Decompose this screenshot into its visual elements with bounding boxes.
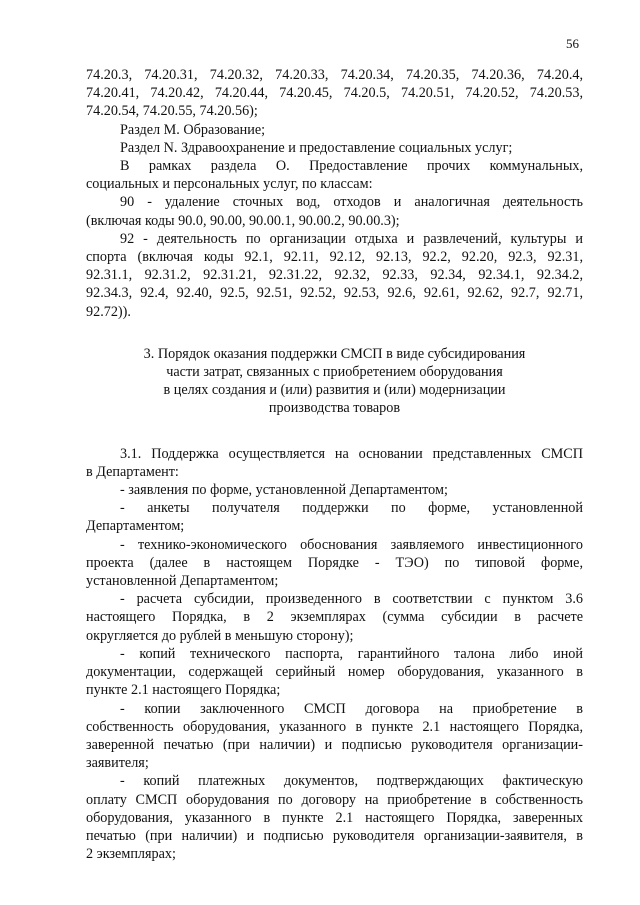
list-item-line: заверенной печатью (при наличии) и подписью руководителя организации- [86,736,583,753]
page-number: 56 [566,36,579,51]
heading-line: 3. Порядок оказания поддержки СМСП в виде субсидирования [143,345,526,362]
list-item-line: - копий технического паспорта, гарантийного талона либо иной [120,645,583,662]
document-body [86,66,583,863]
class-92-line: 92 - деятельность по организации отдыха и развлечений, культуры и [120,230,583,247]
list-item-line: - копии заключенного СМСП договора на приобретение в [120,700,583,717]
text-line: 74.20.54, 74.20.55, 74.20.56); [86,103,258,120]
list-item-line: установленной Департаментом; [86,573,279,590]
list-item-line: оплату СМСП оборудования по договору на приобретение в собственность [86,791,583,808]
section-3-heading [86,345,583,418]
heading-line: части затрат, связанных с приобретением оборудования [166,364,503,381]
clause-3-1-line: 3.1. Поддержка осуществляется на основании представленных СМСП [120,445,583,462]
heading-line: в целях создания и (или) развития и (или) модернизации [163,382,506,399]
class-90-line: (включая коды 90.0, 90.00, 90.00.1, 90.00.2, 90.00.3); [86,212,400,229]
class-92-line: 92.72)). [86,303,131,320]
heading-line: производства товаров [268,400,401,417]
list-item-line: пункте 2.1 настоящего Порядка; [86,682,281,699]
list-item-line: собственность оборудования, указанного в пункте 2.1 настоящего Порядка, [86,718,583,735]
list-item-line: настоящего Порядка, в 2 экземплярах (сумма субсидии в расчете [86,609,583,626]
class-90-line: 90 - удаление сточных вод, отходов и аналогичная деятельность [120,194,583,211]
list-item-line: - технико-экономического обоснования заявляемого инвестиционного [120,536,583,553]
section-o-line: В рамках раздела О. Предоставление прочих коммунальных, [120,158,583,175]
list-item-line: - расчета субсидии, произведенного в соответствии с пунктом 3.6 [120,591,583,608]
list-item-line: - заявления по форме, установленной Департаментом; [120,482,448,499]
section-o-line: социальных и персональных услуг, по классам: [86,176,373,193]
class-92-line: спорта (включая коды 92.1, 92.11, 92.12, 92.13, 92.2, 92.20, 92.3, 92.31, [86,249,583,266]
list-item-line: проекта (далее в настоящем Порядке - ТЭО) по типовой форме, [86,554,583,571]
class-92-line: 92.34.3, 92.4, 92.40, 92.5, 92.51, 92.52, 92.53, 92.6, 92.61, 92.62, 92.7, 92.71, [86,285,583,302]
text-line: 74.20.3, 74.20.31, 74.20.32, 74.20.33, 74.20.34, 74.20.35, 74.20.36, 74.20.4, [86,67,583,83]
list-item-line: - копий платежных документов, подтверждающих фактическую [120,773,583,790]
section-m-line: Раздел M. Образование; [120,121,266,138]
list-item-line: печатью (при наличии) и подписью руководителя организации-заявителя, в [86,827,583,844]
list-item-line: заявителя; [86,755,149,772]
list-item-line: документации, содержащей серийный номер оборудования, указанного в [86,664,583,681]
class-92-line: 92.31.1, 92.31.2, 92.31.21, 92.31.22, 92.32, 92.33, 92.34, 92.34.1, 92.34.2, [86,267,583,284]
list-item-line: Департаментом; [86,518,185,535]
list-item-line: 2 экземплярах; [86,846,176,863]
list-item-line: округляется до рублей в меньшую сторону); [86,627,354,644]
list-item-line: - анкеты получателя поддержки по форме, установленной [120,500,583,517]
list-item-line: оборудования, указанного в пункте 2.1 настоящего Порядка, заверенных [86,809,583,826]
section-n-line: Раздел N. Здравоохранение и предоставление социальных услуг; [120,139,513,156]
clause-3-1-line: в Департамент: [86,463,179,480]
text-line: 74.20.41, 74.20.42, 74.20.44, 74.20.45, 74.20.5, 74.20.51, 74.20.52, 74.20.53, [86,85,583,102]
